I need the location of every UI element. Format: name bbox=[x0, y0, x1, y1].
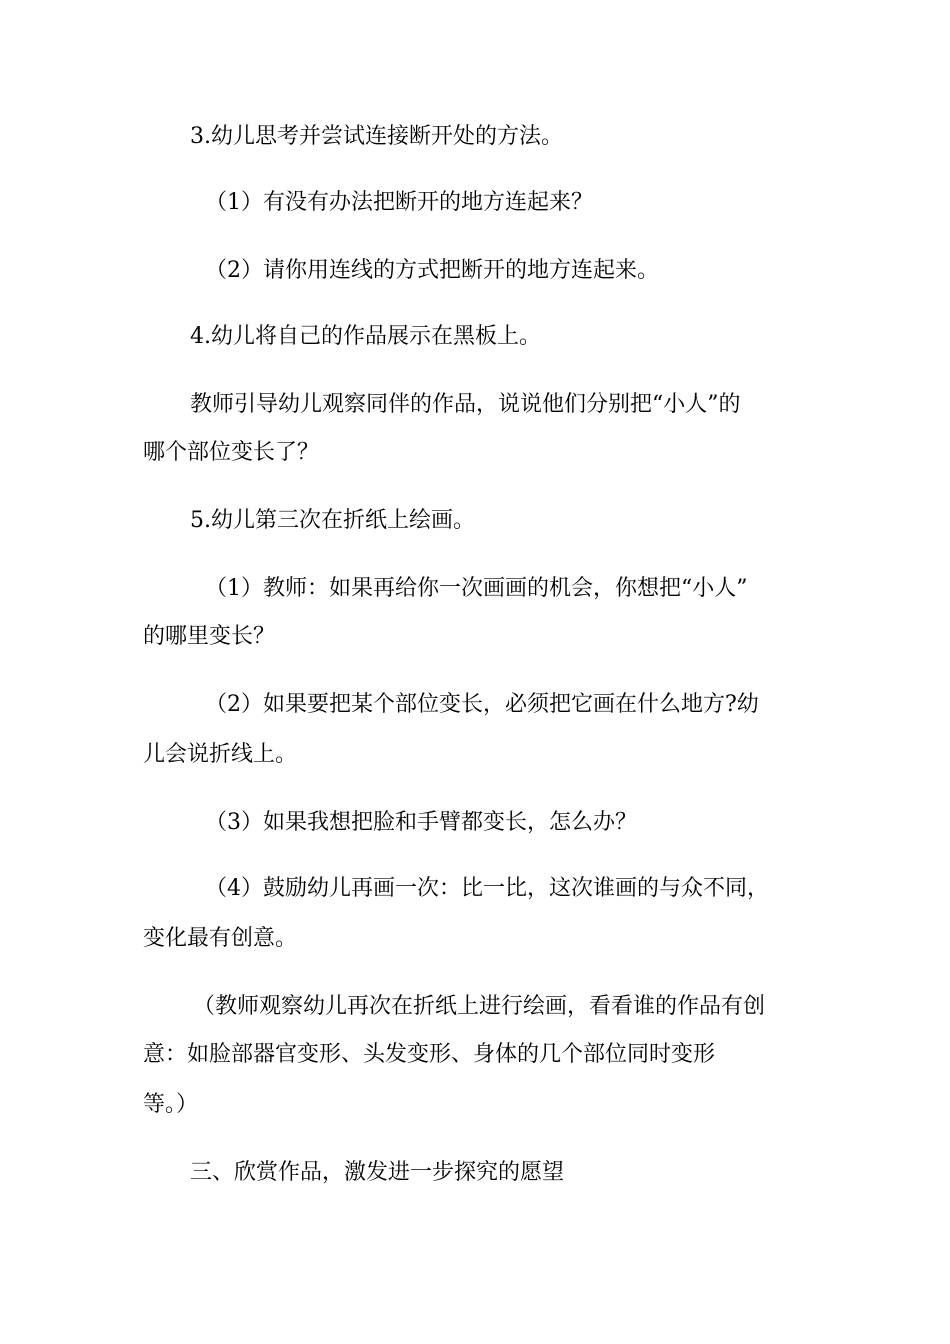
teacher-note-line-3: 等。） bbox=[143, 1092, 199, 1117]
step-5-heading: 5.幼儿第三次在折纸上绘画。 bbox=[190, 508, 475, 533]
step-5-item-1-line-1: （1）教师：如果再给你一次画画的机会，你想把“小人” bbox=[205, 576, 748, 601]
step-5-item-2-line-1: （2）如果要把某个部位变长，必须把它画在什么地方?幼 bbox=[205, 692, 759, 717]
step-5-item-3: （3）如果我想把脸和手臂都变长，怎么办？ bbox=[205, 810, 637, 835]
step-4-heading: 4.幼儿将自己的作品展示在黑板上。 bbox=[190, 324, 541, 349]
step-5-item-2-line-2: 儿会说折线上。 bbox=[143, 742, 298, 767]
step-3-heading: 3.幼儿思考并尝试连接断开处的方法。 bbox=[190, 124, 563, 149]
step-3-item-1: （1）有没有办法把断开的地方连起来？ bbox=[205, 190, 593, 215]
teacher-note-line-2: 意：如脸部器官变形、头发变形、身体的几个部位同时变形 bbox=[143, 1042, 716, 1067]
step-4-text-line-1: 教师引导幼儿观察同伴的作品，说说他们分别把“小人”的 bbox=[190, 392, 741, 417]
section-3-heading: 三、欣赏作品，激发进一步探究的愿望 bbox=[190, 1160, 565, 1185]
step-3-item-2: （2）请你用连线的方式把断开的地方连起来。 bbox=[205, 258, 659, 283]
step-5-item-1-line-2: 的哪里变长？ bbox=[143, 624, 276, 649]
step-4-text-line-2: 哪个部位变长了？ bbox=[143, 440, 320, 465]
step-5-item-4-line-1: （4）鼓励幼儿再画一次：比一比，这次谁画的与众不同， bbox=[205, 876, 769, 901]
step-5-item-4-line-2: 变化最有创意。 bbox=[143, 926, 298, 951]
teacher-note-line-1: （教师观察幼儿再次在折纸上进行绘画，看看谁的作品有创 bbox=[193, 994, 766, 1019]
